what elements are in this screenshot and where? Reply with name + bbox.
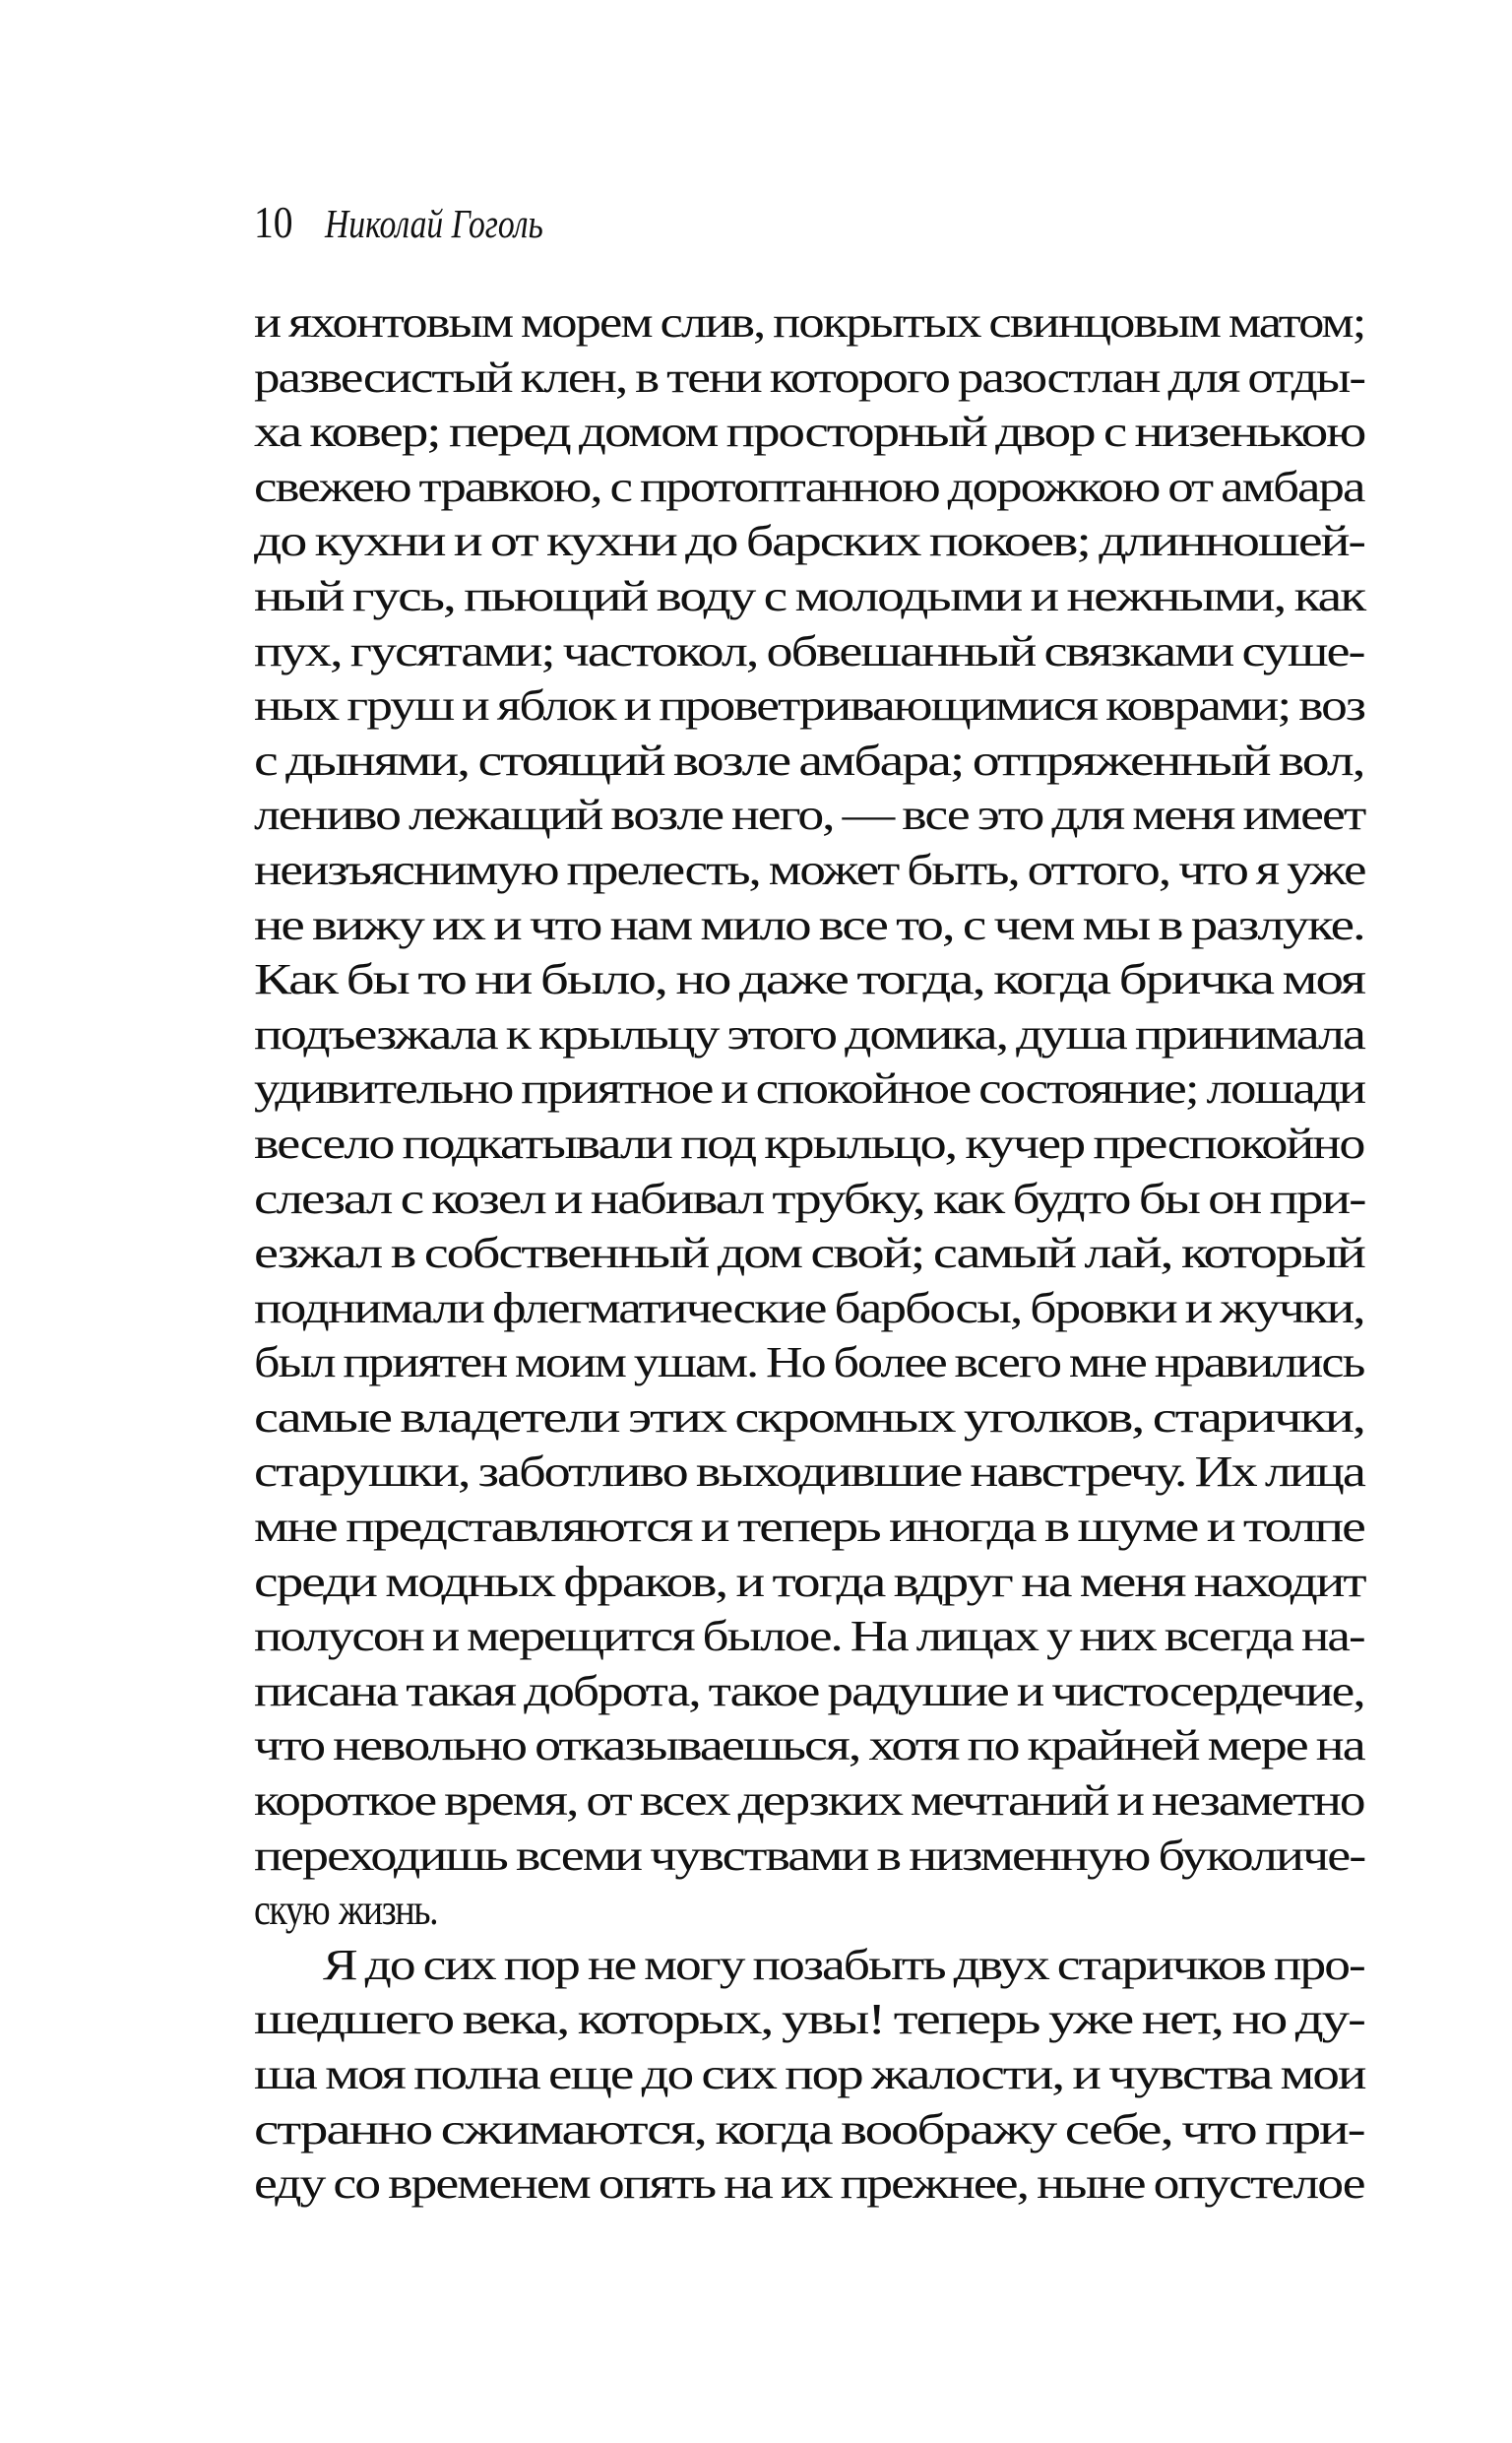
text-line: развесистый клен, в тени которого разостлан для отды-	[254, 353, 1365, 402]
text-line: неизъяснимую прелесть, может быть, оттого, что я уже	[254, 845, 1365, 894]
text-line: что невольно отказываешься, хотя по крайней мере на	[254, 1721, 1364, 1770]
text-line: среди модных фраков, и тогда вдруг на меня находит	[254, 1557, 1365, 1606]
text-line: подъезжала к крыльцу этого домика, душа принимала	[254, 1009, 1364, 1059]
text-line: ный гусь, пьющий воду с молодыми и нежными, как	[254, 571, 1365, 620]
text-line: шедшего века, которых, увы! теперь уже нет, но ду-	[254, 1995, 1364, 2044]
text-line-paragraph-start: Я до сих пор не могу позабыть двух старичков про-	[323, 1940, 1364, 1989]
text-line: лениво лежащий возле него, — все это для меня имеет	[254, 791, 1365, 840]
text-line: с дынями, стоящий возле амбара; отпряженный вол,	[254, 736, 1364, 785]
text-line: и яхонтовым морем слив, покрытых свинцовым матом;	[254, 298, 1365, 347]
running-head	[254, 193, 592, 252]
text-line-paragraph-end: скую жизнь.	[254, 1886, 438, 1935]
text-line: самые владетели этих скромных уголков, старички,	[254, 1392, 1364, 1442]
text-line: ных груш и яблок и проветривающимися коврами; воз	[254, 681, 1365, 731]
text-line: весело подкатывали под крыльцо, кучер преспокойно	[254, 1119, 1364, 1168]
text-line: не вижу их и что нам мило все то, с чем мы в разлуке.	[254, 900, 1364, 949]
text-line: Как бы то ни было, но даже тогда, когда бричка моя	[254, 955, 1364, 1004]
text-line: мне представляются и теперь иногда в шуме и толпе	[254, 1503, 1364, 1552]
author-name: Николай Гоголь	[325, 201, 543, 246]
text-line: удивительно приятное и спокойное состояние; лошади	[254, 1064, 1365, 1114]
text-line: старушки, заботливо выходившие навстречу. Их лица	[254, 1447, 1364, 1497]
text-line: ха ковер; перед домом просторный двор с низенькою	[254, 408, 1365, 457]
text-line: полусон и мерещится былое. На лицах у них всегда на-	[254, 1612, 1364, 1661]
text-line: до кухни и от кухни до барских покоев; длинношей-	[254, 517, 1364, 566]
text-line: слезал с козел и набивал трубку, как будто бы он при-	[254, 1174, 1365, 1223]
text-line: поднимали флегматические барбосы, бровки и жучки,	[254, 1283, 1364, 1332]
text-line: странно сжимаются, когда воображу себе, что при-	[254, 2104, 1364, 2154]
text-line: езжал в собственный дом свой; самый лай, который	[254, 1229, 1364, 1278]
text-line: писана такая доброта, такое радушие и чистосердечие,	[254, 1666, 1364, 1715]
text-line: еду со временем опять на их прежнее, ныне опустелое	[254, 2159, 1364, 2209]
text-line: переходишь всеми чувствами в низменную буколиче-	[254, 1831, 1365, 1880]
text-line: ша моя полна еще до сих пор жалости, и чувства мои	[254, 2050, 1365, 2098]
text-line: короткое время, от всех дерзких мечтаний и незаметно	[254, 1776, 1364, 1826]
text-line: свежею травкою, с протоптанною дорожкою от амбара	[254, 462, 1364, 511]
text-line: пух, гусятами; частокол, обвешанный связками суше-	[254, 626, 1364, 675]
page-number: 10	[254, 197, 293, 247]
body-text	[254, 295, 1364, 2212]
text-line: был приятен моим ушам. Но более всего мне нравились	[254, 1338, 1364, 1387]
